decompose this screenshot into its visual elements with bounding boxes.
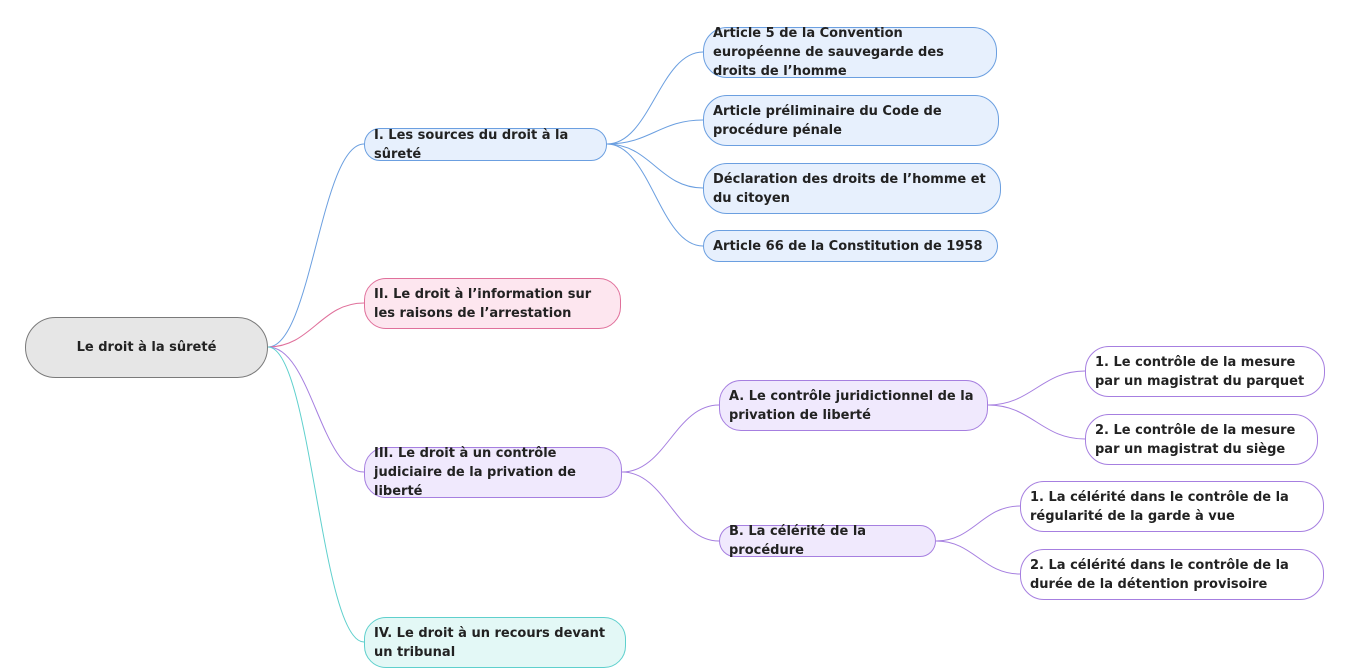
source-ddhc-label: Déclaration des droits de l’homme et du citoyen bbox=[713, 171, 986, 206]
connector-root-recours bbox=[268, 347, 364, 642]
branch-information-label: II. Le droit à l’information sur les raisons de l’arrestation bbox=[374, 286, 592, 321]
branch-information-node[interactable] bbox=[364, 278, 621, 329]
sub-jurisdictional-control-node[interactable] bbox=[719, 380, 988, 431]
source-code-procedure-node[interactable] bbox=[703, 95, 999, 146]
control-parquet-node[interactable] bbox=[1085, 346, 1325, 397]
sub-celerity-node[interactable] bbox=[719, 525, 936, 557]
branch-sources-label: I. Les sources du droit à la sûreté bbox=[374, 127, 569, 162]
sub-celerity-label: B. La célérité de la procédure bbox=[729, 524, 867, 558]
celerity-detention-label: 2. La célérité dans le contrôle de la durée de la détention provisoire bbox=[1030, 557, 1289, 592]
branch-sources-node[interactable] bbox=[364, 128, 607, 161]
source-article-66-node[interactable] bbox=[703, 230, 998, 262]
connector-root-sources bbox=[268, 144, 364, 347]
connector-sources-ddhc bbox=[607, 144, 703, 188]
source-article-5-cedh-node[interactable] bbox=[703, 27, 997, 78]
celerity-garde-a-vue-node[interactable] bbox=[1020, 481, 1324, 532]
branch-judicial-control-label: III. Le droit à un contrôle judiciaire de la privation de liberté bbox=[374, 446, 576, 499]
connector-root-information bbox=[268, 303, 364, 347]
connector-sources-art5 bbox=[607, 52, 703, 144]
branch-recours-node[interactable] bbox=[364, 617, 626, 668]
connector-subB-detention bbox=[936, 541, 1020, 574]
control-siege-node[interactable] bbox=[1085, 414, 1318, 465]
root-node-label: Le droit à la sûreté bbox=[76, 340, 217, 355]
branch-recours-label: IV. Le droit à un recours devant un tribunal bbox=[374, 625, 606, 660]
source-code-procedure-label: Article préliminaire du Code de procédure pénale bbox=[713, 103, 942, 138]
control-parquet-label: 1. Le contrôle de la mesure par un magistrat du parquet bbox=[1095, 354, 1305, 389]
control-siege-label: 2. Le contrôle de la mesure par un magistrat du siège bbox=[1095, 422, 1296, 457]
connector-subA-parquet bbox=[988, 371, 1085, 405]
connector-subB-gav bbox=[936, 506, 1020, 541]
sub-jurisdictional-control-label: A. Le contrôle juridictionnel de la privation de liberté bbox=[729, 388, 974, 423]
source-article-5-cedh-label: Article 5 de la Convention européenne de sauvegarde des droits de l’homme bbox=[713, 26, 944, 79]
connector-judicial-subB bbox=[622, 472, 719, 541]
source-ddhc-node[interactable] bbox=[703, 163, 1001, 214]
connector-judicial-subA bbox=[622, 405, 719, 472]
connector-root-judicial bbox=[268, 347, 364, 472]
source-article-66-label: Article 66 de la Constitution de 1958 bbox=[713, 238, 983, 254]
celerity-garde-a-vue-label: 1. La célérité dans le contrôle de la régularité de la garde à vue bbox=[1030, 489, 1289, 524]
connector-sources-art66 bbox=[607, 144, 703, 246]
branch-judicial-control-node[interactable] bbox=[364, 447, 622, 498]
connector-subA-siege bbox=[988, 405, 1085, 439]
celerity-detention-node[interactable] bbox=[1020, 549, 1324, 600]
root-node[interactable] bbox=[25, 317, 268, 378]
